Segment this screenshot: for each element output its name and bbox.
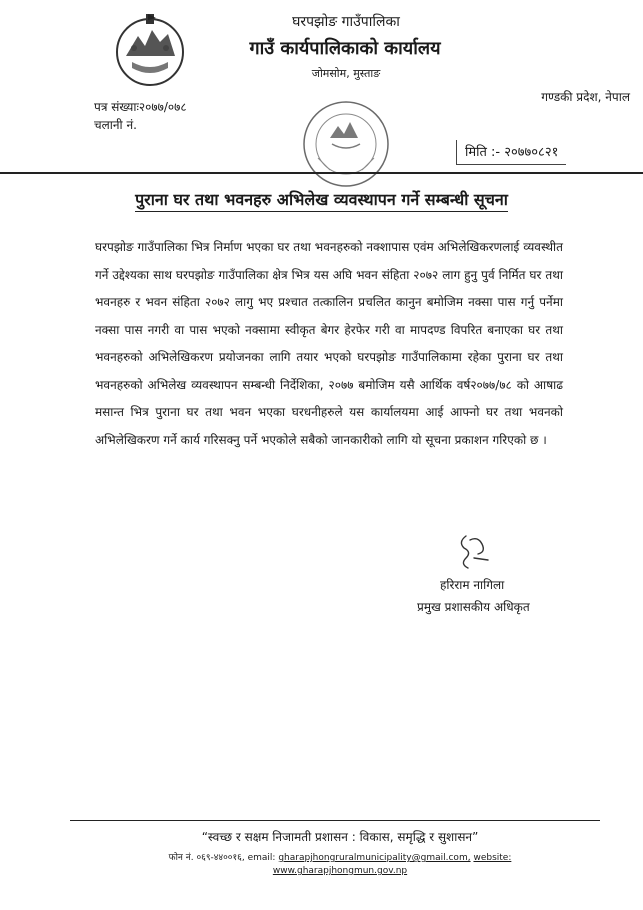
office-name: गाउँ कार्यपालिकाको कार्यालय [249,38,441,59]
signatory-title: प्रमुख प्रशासकीय अधिकृत [417,600,530,614]
notice-subject [60,188,583,210]
email-link[interactable]: gharapjhongruralmunicipality@gmail.com, [278,853,471,863]
issue-date: मिति :- २०७७०८२१ [456,140,566,165]
email-label: email: [247,853,276,863]
footer-contact [60,850,620,863]
signatory-name: हरिराम नागिला [440,578,505,592]
province-label: गण्डकी प्रदेश, नेपाल [541,90,630,104]
letter-number: पत्र संख्याः२०७७/०७८ [94,100,187,114]
nepal-emblem-logo [112,12,188,88]
phone-number: फोन नं. ०६९-४४००१६, [168,853,245,863]
website-label: website: [473,853,512,863]
footer-divider [70,820,600,821]
dispatch-number: चलानी नं. [94,118,137,132]
office-stamp [300,98,392,190]
office-location: जोमसोम, मुस्ताङ [311,67,381,80]
website-link[interactable]: www.gharapjhongmun.gov.np [272,866,408,876]
header-divider [0,172,643,174]
handwritten-signature [452,528,498,574]
municipality-name: घरपझोङ गाउँपालिका [292,14,400,30]
footer-slogan: “स्वच्छ र सक्षम निजामती प्रशासन : विकास, समृद्धि र सुशासन” [201,830,479,844]
notice-body: घरपझोङ गाउँपालिका भित्र निर्माण भएका घर तथा भवनहरुको नक्शापास एवंम अभिलेखिकरणलाई व्यवस्थीत गर्ने उद्देश्यका साथ घरपझोङ गाउँपालिका क्षेत्र भित्र यस अघि भवन संहिता २०७२ लाग हुनु पुर्व निर्मित घर तथा भवनहरु र भवन संहिता २०७२ लागु भए प्रश्चात तत्कालिन प्रचलित कानुन बमोजिम नक्सा पास गर्नु पर्नेमा नक्सा पास नगरी वा पास भएको नक्सामा स्वीकृत बेगर हेरफेर गरी वा मापदण्ड विपरित बनाएका घर तथा भवनहरुको अभिलेखिकरण प्रयोजनका लागि तयार भएको घरपझोङ गाउँपालिकामा रहेका पुराना घर तथा भवनहरुको अभिलेख व्यवस्थापन सम्बन्धी निर्देशिका, २०७७ बमोजिम यसै आर्थिक वर्ष२०७७/७८ को आषाढ मसान्त भित्र पुराना घर तथा भवन भएका घरधनीहरुले यस कार्यालयमा आई आफ्नो घर तथा भवनको अभिलेखिकरण गर्ने कार्य गरिसक्नु पर्ने भएकोले सबैको जानकारीको लागि यो सूचना प्रकाशन गरिएको छ । [95,240,563,447]
notice-subject-text: पुराना घर तथा भवनहरु अभिलेख व्यवस्थापन गर्ने सम्बन्धी सूचना [135,190,508,212]
